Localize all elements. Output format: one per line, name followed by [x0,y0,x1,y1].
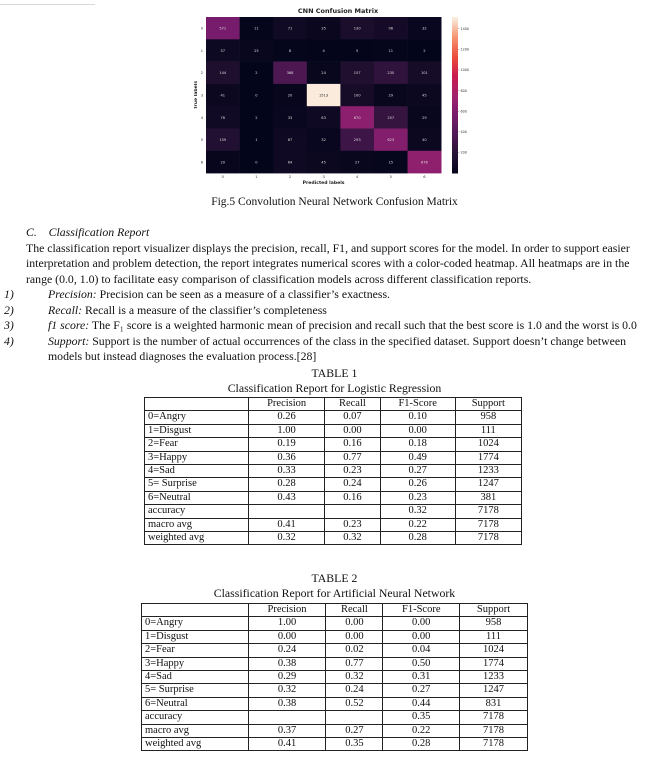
cell-value-label: 0 [255,160,258,165]
colorbar-segment [452,98,458,101]
colorbar-segment [452,157,458,160]
colorbar-segment [452,40,458,43]
cell-value-label: 67 [287,138,293,143]
colorbar-segment [452,87,458,90]
table-cell: 1774 [455,451,521,464]
colorbar-segment [452,116,458,119]
definition-item [4,318,646,334]
colorbar-tick-label: 200 [460,150,467,155]
table-row [145,424,522,437]
table-row [145,411,522,424]
colorbar-tick-label: 1000 [460,68,469,73]
table-row [142,657,528,670]
colorbar-segment [452,43,458,46]
colorbar-segment [452,126,458,129]
table-cell: 0.28 [380,532,455,545]
colorbar-segment [452,134,458,137]
table-cell: 958 [460,617,528,630]
colorbar-segment [452,79,458,82]
colorbar-segment [452,56,458,59]
table-artificial-neural-network [141,603,528,751]
table-cell: 0.35 [383,711,460,724]
column-header: F1-Score [380,398,455,411]
table-cell: 1024 [460,644,528,657]
cell-value-label: 24 [321,71,326,76]
colorbar-segment [452,20,458,23]
table-cell: 0.27 [380,465,455,478]
cell-value-label: 101 [420,71,428,76]
table-cell: 111 [455,424,521,437]
definition-item [4,333,646,365]
table-cell: 1247 [455,478,521,491]
row-label: 3=Happy [142,657,249,670]
cell-value-label: 96 [388,26,394,31]
colorbar-segment [452,103,458,106]
table-header-row [145,398,522,411]
cell-value-label: 8 [288,48,292,53]
table-cell: 0.27 [383,684,460,697]
table-row [142,724,528,737]
table-cell: 0.28 [383,738,460,751]
table-row [142,697,528,710]
colorbar-segment [452,82,458,85]
confusion-matrix-heatmap [194,17,469,186]
colorbar-segment [452,100,458,103]
x-tick-label: 0 [221,175,224,180]
table-cell: 1774 [460,657,528,670]
colorbar-segment [452,85,458,88]
cell-value-label: 5 [356,48,359,53]
table-cell [248,711,326,724]
table-cell: 1233 [455,465,521,478]
table-row [145,451,522,464]
table-cell: 0.41 [249,518,325,531]
table-cell: 0.37 [248,724,326,737]
table-cell: 0.36 [249,451,325,464]
table-cell: 0.28 [249,478,325,491]
x-tick-label: 6 [423,175,426,180]
cell-value-label: 33 [287,115,293,120]
column-header: Recall [325,398,381,411]
table-cell: 0.07 [325,411,381,424]
table-cell: 0.52 [326,697,383,710]
section-body: The classification report visualizer displays the precision, recall, F1, and support scores for the model. In order to support easier interpretation and problem detection, the report integrates numerical scores with a color-coded heatmap. All heatmaps are in the range (0.0, 1.0) to facilitate easy comparison of classification models across different classification reports. [26,240,630,286]
table-row [145,438,522,451]
item-number: 2) [4,302,14,317]
classification-report-section [4,225,646,365]
colorbar-segment [452,53,458,56]
cell-value-label: 25 [254,48,259,53]
table-row [145,532,522,545]
colorbar-segment [452,152,458,155]
table-cell: 0.32 [326,671,383,684]
table-cell: 0.77 [326,657,383,670]
table-cell: 111 [460,630,528,643]
cell-value-label: 40 [422,138,427,143]
colorbar-tick-label: 800 [460,88,467,93]
colorbar-segment [452,92,458,95]
cell-value-label: 157 [353,71,361,76]
x-tick-label: 3 [322,175,325,180]
colorbar-segment [452,170,458,173]
table-cell: 0.38 [248,697,326,710]
table-cell: 1.00 [249,424,325,437]
cell-value-label: 1513 [319,93,329,98]
cell-value-label: 144 [219,71,227,76]
cell-value-label: 71 [287,26,293,31]
table-cell: 7178 [455,505,521,518]
colorbar-segment [452,111,458,114]
figure-caption: Fig.5 Convolution Neural Network Confusion Matrix [211,196,458,208]
cell-value-label: 4 [322,48,325,53]
row-label: accuracy [145,505,249,518]
colorbar-segment [452,33,458,36]
cell-value-label: 1 [255,138,258,143]
item-term: Precision: [48,287,97,301]
table-cell: 381 [455,491,521,504]
colorbar-segment [452,22,458,25]
item-text: The F₁ score is a weighted harmonic mean of precision and recall such that the best score is 1.0 and the worst is 0.0 [89,318,637,332]
item-number: 4) [4,333,14,348]
row-label: macro avg [145,518,249,531]
y-axis-label: True labels [194,80,199,110]
row-label: 1=Disgust [145,424,249,437]
colorbar-segment [452,30,458,33]
colorbar-segment [452,59,458,62]
cell-value-label: 15 [388,160,394,165]
cell-value-label: 20 [220,160,226,165]
colorbar-segment [452,90,458,93]
table-cell: 0.32 [380,505,455,518]
x-axis-label: Predicted labels [302,181,345,186]
table-cell: 0.00 [380,424,455,437]
item-text: Precision can be seen as a measure of a classifier’s exactness. [96,287,390,301]
row-label: 2=Fear [145,438,249,451]
cell-value-label: 45 [321,160,326,165]
table1-label: TABLE 1 [311,366,358,380]
confusion-matrix-figure [178,4,498,195]
x-tick-label: 1 [255,175,258,180]
table-cell: 0.24 [325,478,381,491]
table-cell: 0.00 [326,617,383,630]
table-row [145,491,522,504]
colorbar-segment [452,27,458,30]
colorbar-segment [452,139,458,142]
item-number: 3) [4,318,14,332]
cell-value-label: 257 [387,115,395,120]
row-label: macro avg [142,724,249,737]
row-label: 5= Surprise [145,478,249,491]
table-row [145,465,522,478]
cell-value-label: 11 [388,48,394,53]
cell-value-label: 2 [255,115,258,120]
row-label: 0=Angry [145,411,249,424]
colorbar-segment [452,95,458,98]
colorbar-segment [452,121,458,124]
table-cell: 7178 [460,711,528,724]
table-cell: 958 [455,411,521,424]
x-tick-label: 5 [389,175,392,180]
chart-title: CNN Confusion Matrix [297,7,379,15]
colorbar-tick-label: 1200 [460,47,469,52]
y-tick-label: 1 [200,48,203,53]
table-cell: 0.23 [325,465,381,478]
column-header: Support [455,398,521,411]
table-cell: 0.41 [248,738,326,751]
column-header: Precision [248,604,326,617]
y-tick-label: 3 [200,93,203,98]
cell-value-label: 2 [255,71,258,76]
row-label: 3=Happy [145,451,249,464]
table-cell: 1233 [460,671,528,684]
colorbar-segment [452,108,458,111]
colorbar-tick-label: 1400 [460,26,469,31]
table-cell: 0.33 [249,465,325,478]
table-cell: 0.26 [249,411,325,424]
colorbar-segment [452,51,458,54]
table-row [142,711,528,724]
row-label: 4=Sad [142,671,249,684]
table-cell: 0.24 [326,684,383,697]
colorbar-segment [452,168,458,171]
colorbar-segment [452,25,458,28]
colorbar-segment [452,142,458,145]
definition-item [4,302,646,319]
definition-list [4,287,646,365]
cell-value-label: 41 [220,93,226,98]
table-cell: 0.49 [380,451,455,464]
column-header: Support [460,604,528,617]
cell-value-label: 670 [353,115,361,120]
table-row [145,518,522,531]
table-cell: 0.04 [383,644,460,657]
cell-value-label: 0 [255,93,258,98]
colorbar-segment [452,165,458,168]
y-tick-label: 5 [200,138,203,143]
table-cell: 0.19 [249,438,325,451]
colorbar-segment [452,61,458,64]
table-row [142,671,528,684]
definition-item [4,287,646,303]
table-cell: 7178 [455,532,521,545]
table-cell: 0.00 [383,630,460,643]
table-cell: 0.00 [383,617,460,630]
colorbar-segment [452,38,458,41]
cell-value-label: 32 [422,26,427,31]
table-cell: 0.23 [325,518,381,531]
column-header: F1-Score [383,604,460,617]
table-cell [249,505,325,518]
row-label: weighted avg [145,532,249,545]
colorbar-segment [452,46,458,49]
table-cell: 0.26 [380,478,455,491]
table-cell: 0.22 [383,724,460,737]
cell-value-label: 676 [420,160,428,165]
cell-value-label: 11 [254,26,259,31]
table-cell: 7178 [460,724,528,737]
table2-caption: Classification Report for Artificial Neural Network [213,586,456,600]
row-label: 2=Fear [142,644,249,657]
item-term: f1 score: [48,318,90,332]
page-top-rule [0,4,95,5]
cell-value-label: 230 [387,71,395,76]
colorbar-segment [452,129,458,132]
table-cell: 0.35 [326,738,383,751]
cell-value-label: 29 [388,93,394,98]
colorbar-segment [452,48,458,51]
cell-value-label: 100 [353,93,361,98]
table-cell: 0.16 [325,491,381,504]
table-cell: 0.32 [249,532,325,545]
colorbar-segment [452,66,458,69]
table-row [142,644,528,657]
colorbar-segment [452,160,458,163]
colorbar-segment [452,155,458,158]
item-text: Recall is a measure of the classifier’s completeness [82,302,327,317]
cell-value-label: 35 [321,26,326,31]
table-cell: 1024 [455,438,521,451]
table-row [142,617,528,630]
cell-value-label: 32 [321,138,326,143]
table-cell [325,505,381,518]
row-label: accuracy [142,711,249,724]
colorbar-segment [452,105,458,108]
colorbar-tick-label: 600 [460,109,467,114]
colorbar-segment [452,147,458,150]
colorbar-segment [452,113,458,116]
y-tick-label: 2 [200,71,203,76]
cell-value-label: 159 [219,138,227,143]
table-cell: 0.00 [248,630,326,643]
column-header [145,398,249,411]
y-tick-label: 6 [200,160,203,165]
table1-caption: Classification Report for Logistic Regression [227,381,442,395]
row-label: 5= Surprise [142,684,249,697]
item-number: 1) [4,287,14,301]
table-cell: 0.02 [326,644,383,657]
table-cell: 831 [460,697,528,710]
cell-value-label: 130 [353,26,361,31]
colorbar-segment [452,144,458,147]
table-cell: 7178 [460,738,528,751]
cell-value-label: 623 [387,138,395,143]
colorbar-segment [452,124,458,127]
table-cell: 0.16 [325,438,381,451]
row-label: weighted avg [142,738,249,751]
cell-value-label: 27 [354,160,360,165]
colorbar-segment [452,150,458,153]
table-cell: 0.32 [248,684,326,697]
item-term: Recall: [48,302,83,317]
colorbar-segment [452,17,458,20]
section-heading: C. Classification Report [26,225,150,239]
y-tick-label: 0 [200,26,203,31]
table-cell: 0.50 [383,657,460,670]
table-cell: 0.27 [326,724,383,737]
table-cell: 0.29 [248,671,326,684]
column-header: Recall [326,604,383,617]
colorbar-segment [452,69,458,72]
row-label: 0=Angry [142,617,249,630]
table-cell: 0.32 [325,532,381,545]
table2-label: TABLE 2 [311,571,358,585]
table-cell: 7178 [455,518,521,531]
row-label: 6=Neutral [145,491,249,504]
cell-value-label: 76 [220,115,226,120]
table-cell: 0.18 [380,438,455,451]
colorbar-segment [452,35,458,38]
cell-value-label: 2 [423,48,426,53]
y-tick-label: 4 [200,115,203,120]
table-cell: 0.31 [383,671,460,684]
table-logistic-regression [144,397,522,545]
table-cell: 0.38 [248,657,326,670]
cell-value-label: 571 [219,26,227,31]
colorbar-segment [452,137,458,140]
cell-value-label: 63 [321,115,326,120]
table-row [145,505,522,518]
column-header [142,604,249,617]
table-row [142,630,528,643]
table-cell: 1.00 [248,617,326,630]
table-cell [326,711,383,724]
colorbar-segment [452,118,458,121]
cell-value-label: 57 [220,48,226,53]
table-cell: 0.44 [383,697,460,710]
row-label: 4=Sad [145,465,249,478]
colorbar-tick-label: 400 [460,130,467,135]
cell-value-label: 368 [286,71,294,76]
table-header-row [142,604,528,617]
item-text: Support is the number of actual occurrences of the class in the specified dataset. Support doesn’t change between models but instead diagnoses the evaluation process.[28] [48,333,626,363]
table-cell: 0.10 [380,411,455,424]
table-cell: 0.00 [325,424,381,437]
table-cell: 0.43 [249,491,325,504]
colorbar-segment [452,72,458,75]
cell-value-label: 20 [287,93,293,98]
table-cell: 0.00 [326,630,383,643]
row-label: 6=Neutral [142,697,249,710]
cell-value-label: 293 [353,138,361,143]
table-cell: 0.77 [325,451,381,464]
table-cell: 1247 [460,684,528,697]
item-term: Support: [48,333,90,348]
colorbar-segment [452,74,458,77]
cell-value-label: 29 [422,115,427,120]
colorbar-segment [452,64,458,67]
table-cell: 0.22 [380,518,455,531]
x-tick-label: 2 [288,175,292,180]
colorbar-segment [452,163,458,166]
cell-value-label: 45 [422,93,427,98]
column-header: Precision [249,398,325,411]
x-tick-label: 4 [356,175,359,180]
colorbar-segment [452,131,458,134]
table-row [142,738,528,751]
row-label: 1=Disgust [142,630,249,643]
table-cell: 0.23 [380,491,455,504]
table-row [145,478,522,491]
colorbar-segment [452,77,458,80]
table-row [142,684,528,697]
table-cell: 0.24 [248,644,326,657]
cell-value-label: 64 [287,160,293,165]
